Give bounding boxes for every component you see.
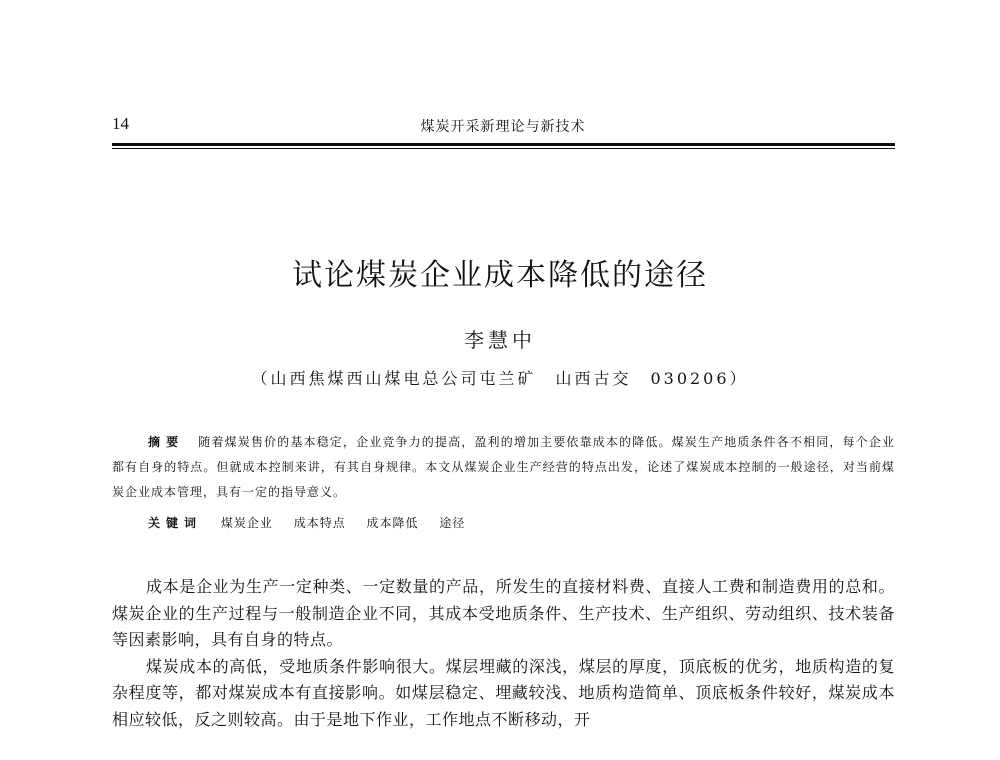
keyword: 成本降低 bbox=[366, 516, 419, 530]
keyword: 成本特点 bbox=[293, 516, 346, 530]
keyword: 途径 bbox=[439, 516, 466, 530]
keywords-label: 关键词 bbox=[148, 516, 203, 530]
keyword: 煤炭企业 bbox=[220, 516, 273, 530]
header-rule-thick bbox=[112, 143, 895, 146]
author-affiliation: （山西焦煤西山煤电总公司屯兰矿 山西古交 030206） bbox=[251, 369, 749, 388]
author-name: 李慧中 bbox=[464, 328, 536, 352]
abstract bbox=[112, 430, 895, 505]
page-number: 14 bbox=[112, 114, 129, 133]
abstract-label: 摘要 bbox=[148, 435, 185, 449]
body-paragraph: 成本是企业为生产一定种类、一定数量的产品，所发生的直接材料费、直接人工费和制造费用的总和。煤炭企业的生产过程与一般制造企业不同，其成本受地质条件、生产技术、生产组织、劳动组织、技术装备等因素影响，具有自身的特点。 bbox=[112, 577, 895, 649]
header-rule-thin bbox=[112, 148, 895, 149]
running-title: 煤炭开采新理论与新技术 bbox=[420, 119, 586, 135]
body-paragraph: 煤炭成本的高低，受地质条件影响很大。煤层埋藏的深浅，煤层的厚度，顶底板的优劣，地质构造的复杂程度等，都对煤炭成本有直接影响。如煤层稳定、埋藏较浅、地质构造简单、顶底板条件较好，煤炭成本相应较低，反之则较高。由于是地下作业，工作地点不断移动，开 bbox=[112, 656, 895, 729]
keywords bbox=[148, 514, 481, 531]
abstract-text: 随着煤炭售价的基本稳定，企业竞争力的提高，盈利的增加主要依靠成本的降低。煤炭生产地质条件各不相同，每个企业都有自身的特点。但就成本控制来讲，有其自身规律。本文从煤炭企业生产经营的特点出发，论述了煤炭成本控制的一般途径，对当前煤炭企业成本管理，具有一定的指导意义。 bbox=[112, 435, 895, 499]
body-text bbox=[112, 574, 895, 733]
page-header bbox=[112, 112, 894, 142]
article-title: 试论煤炭企业成本降低的途径 bbox=[292, 258, 708, 293]
